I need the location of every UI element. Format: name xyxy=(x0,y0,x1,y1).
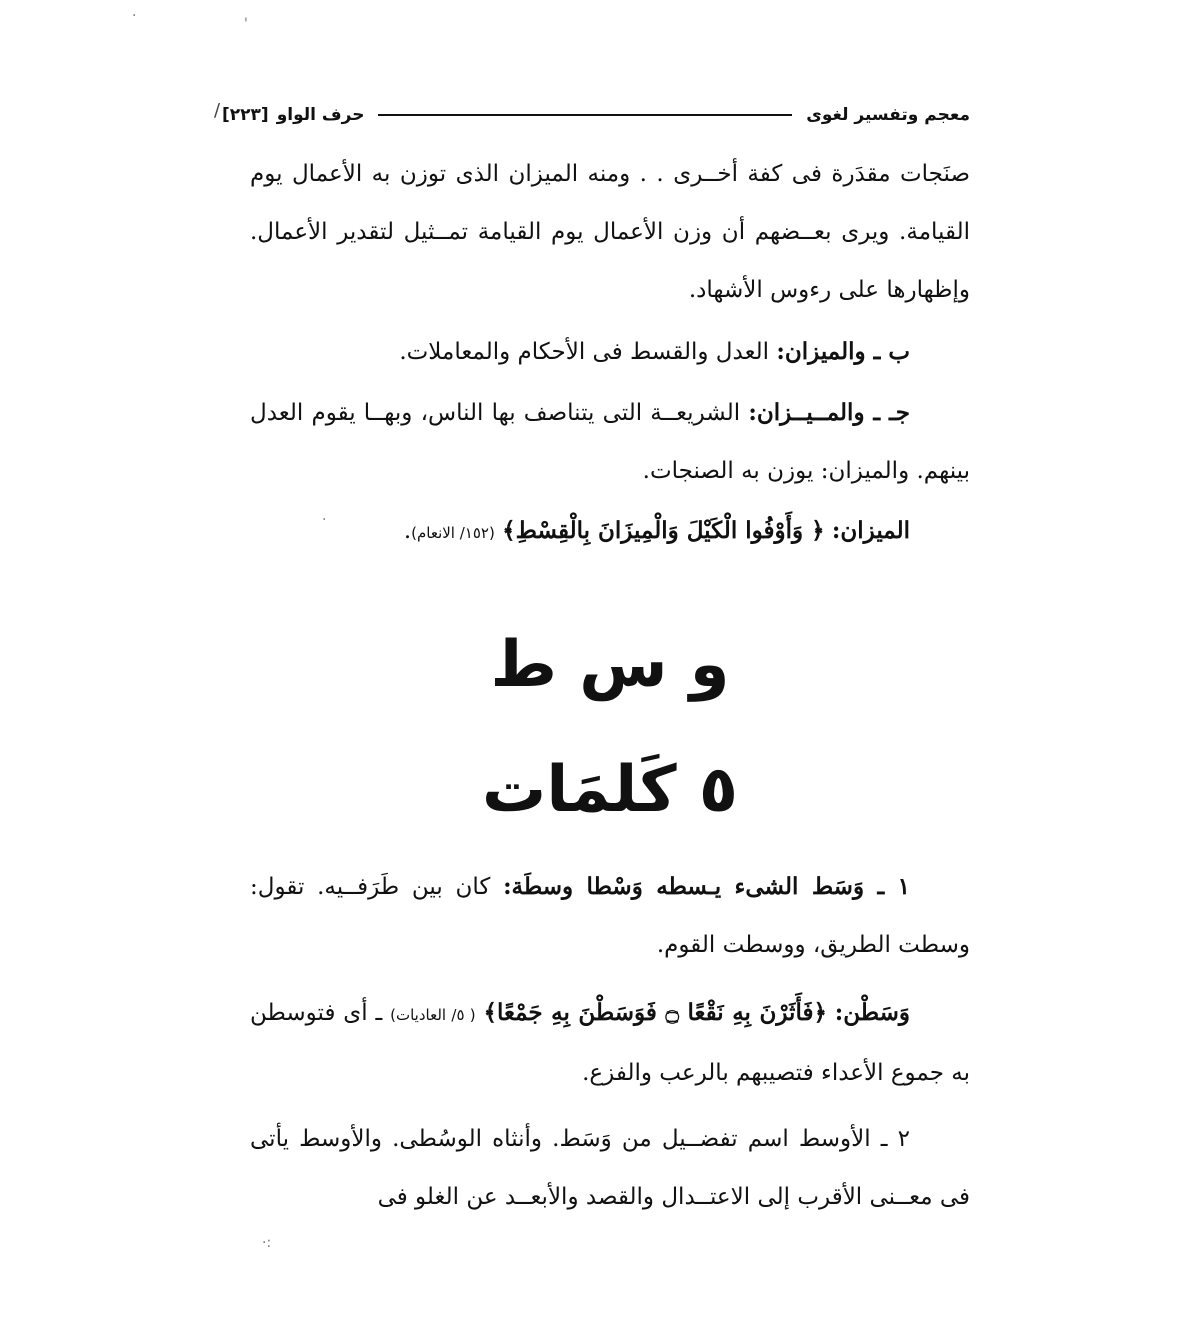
entry-text: كان بين طَرَفــيه. تقول: وسطت الطريق، ووسطت القوم. xyxy=(250,874,970,958)
book-title: معجم وتفسير لغوى xyxy=(806,105,970,125)
entry-word-count: ٥ كَلمَات xyxy=(482,753,738,827)
verse-reference: ( ٥/ العاديات) xyxy=(390,1006,476,1024)
paragraph-meaning-c xyxy=(250,384,970,500)
definition-text: الشريعــة التى يتناصف بها الناس، وبهــا يقوم العدل بينهم. والميزان: يوزن به الصنجات. xyxy=(250,400,970,484)
definition-term: جـ ـ والمــيــزان: xyxy=(748,399,910,426)
definition-term: ب ـ والميزان: xyxy=(776,338,910,365)
page-number: [٢٢٣] xyxy=(222,105,269,125)
corner-mark: / xyxy=(214,100,221,121)
paragraph-text: صنَجات مقدَرة فى كفة أخــرى . . ومنه الميزان الذى توزن به الأعمال يوم القيامة. ويرى بعــضهم أن وزن الأعمال يوم القيامة تمــثيل لتقدير الأعمال. وإظهارها على رءوس الأشهاد. xyxy=(250,161,970,303)
paragraph-quran-citation xyxy=(250,502,970,562)
entry-item-1 xyxy=(250,858,970,974)
header-rule xyxy=(378,114,792,116)
entry-term: ١ ـ وَسَط الشىء يـسطه وَسْطا وسطَة: xyxy=(503,873,911,900)
running-header xyxy=(214,100,970,130)
entry-item-2 xyxy=(250,1110,970,1226)
definition-text: العدل والقسط فى الأحكام والمعاملات. xyxy=(399,339,770,365)
citation-term: الميزان: xyxy=(831,517,910,544)
quran-verse: ﴿فَأَثَرْنَ بِهِ نَقْعًا ۝ فَوَسَطْنَ بِهِ جَمْعًا﴾ xyxy=(483,999,827,1026)
scan-speck: ' xyxy=(244,16,248,32)
scan-speck: · xyxy=(132,8,137,24)
paragraph-scales-continued xyxy=(250,145,970,319)
citation-end: . xyxy=(403,518,412,544)
quran-verse: ﴿ وَأَوْفُوا الْكَيْلَ وَالْمِيزَانَ بِالْقِسْطِ﴾ xyxy=(502,517,825,544)
entry-item-wasatna xyxy=(250,984,970,1102)
verse-reference: (١٥٢/ الانعام) xyxy=(411,524,495,542)
entry-text: ٢ ـ الأوسط اسم تفضــيل من وَسَط. وأنثاه الوسُطى. والأوسط يأتى فى معــنى الأقرب إلى الاعتــدال والقصد والأبعــد عن الغلو فى xyxy=(250,1126,970,1210)
paragraph-meaning-b xyxy=(250,323,970,381)
entry-term: وَسَطْن: xyxy=(834,999,911,1026)
scan-speck: · xyxy=(322,512,327,528)
section-name: حرف الواو xyxy=(276,105,365,125)
scan-speck: ·: xyxy=(262,1235,272,1251)
entry-root-heading: و س ط xyxy=(490,628,730,702)
entry-text: ـ أى فتوسطن به جموع الأعداء فتصيبهم بالرعب والفزع. xyxy=(250,1000,970,1086)
